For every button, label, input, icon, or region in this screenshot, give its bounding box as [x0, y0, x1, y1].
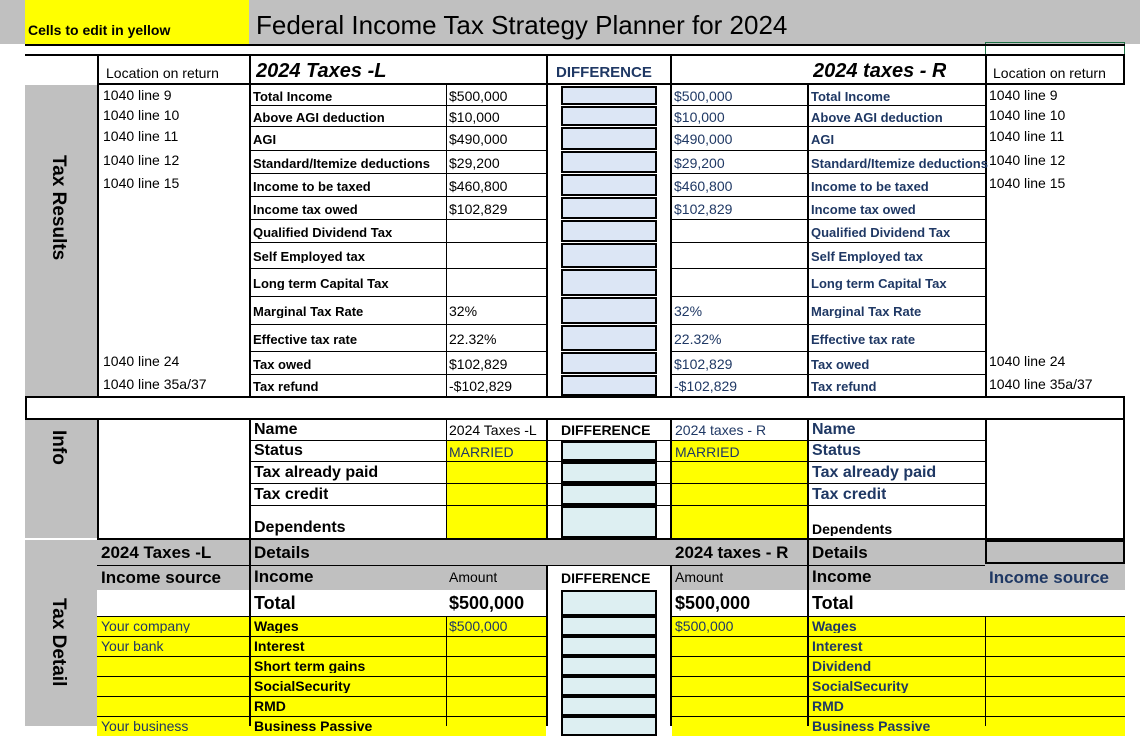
return-location-left: 1040 line 35a/37	[103, 377, 207, 391]
result-label-left: Effective tax rate	[253, 333, 358, 346]
divider	[546, 56, 548, 85]
result-value-left: $500,000	[449, 89, 508, 103]
location-header-right: Location on return	[993, 66, 1106, 80]
row-line	[97, 716, 546, 717]
right-tax-paid-label: Tax already paid	[812, 465, 937, 481]
difference-cell	[561, 243, 657, 268]
row-line	[672, 616, 1125, 617]
difference-cell	[561, 616, 657, 636]
tax-paid-label: Tax already paid	[254, 465, 379, 481]
row-line	[670, 296, 986, 297]
result-value-left: $460,800	[449, 179, 508, 193]
detail-left-title: 2024 Taxes -L	[101, 544, 212, 561]
result-label-left: Income tax owed	[253, 203, 358, 216]
total-value-left: $500,000	[449, 594, 525, 612]
section-label-info: Info	[48, 430, 69, 465]
result-label-left: Tax owed	[253, 358, 312, 371]
row-line	[670, 268, 986, 269]
row-line	[97, 616, 546, 617]
result-value-right: $29,200	[674, 156, 725, 170]
tax-credit-label: Tax credit	[254, 487, 329, 503]
divider	[670, 85, 672, 396]
location-header-left: Location on return	[106, 66, 219, 80]
return-location-left: 1040 line 10	[103, 108, 180, 122]
result-label-right: Tax refund	[811, 380, 877, 393]
return-location-right: 1040 line 9	[989, 88, 1058, 102]
income-row-left-input[interactable]	[97, 636, 546, 656]
result-value-left: $29,200	[449, 156, 500, 170]
left-dependents-input[interactable]	[447, 506, 546, 538]
difference-cell	[561, 462, 657, 483]
divider	[546, 420, 548, 540]
row-line	[249, 296, 547, 297]
result-value-left: $10,000	[449, 110, 500, 124]
difference-cell	[561, 151, 657, 173]
divider	[807, 420, 809, 540]
return-location-right: 1040 line 12	[989, 153, 1066, 167]
divider	[446, 85, 447, 396]
difference-cell	[561, 220, 657, 242]
right-tax-credit-label: Tax credit	[812, 487, 887, 503]
return-location-right: 1040 line 11	[989, 129, 1065, 143]
income-label-right: Wages	[812, 619, 857, 633]
income-amount-right[interactable]: $500,000	[675, 619, 734, 633]
divider	[249, 56, 251, 85]
amount-header-right: Amount	[675, 570, 724, 584]
result-value-left: -$102,829	[449, 379, 513, 393]
income-row-left-input[interactable]	[97, 696, 546, 716]
difference-cell	[561, 656, 657, 676]
result-label-left: Self Employed tax	[253, 250, 365, 263]
income-label-left: Wages	[254, 619, 299, 633]
result-label-left: Standard/Itemize deductions	[253, 157, 430, 170]
row-line	[670, 173, 986, 174]
difference-cell	[561, 269, 657, 296]
header-top-border	[25, 44, 1125, 46]
result-label-right: Qualified Dividend Tax	[811, 226, 951, 239]
result-value-left: $490,000	[449, 132, 508, 146]
name-label: Name	[254, 422, 298, 438]
result-value-right: $500,000	[674, 89, 733, 103]
difference-cell	[561, 297, 657, 324]
row-line	[670, 351, 986, 352]
row-line	[670, 105, 986, 106]
row-line	[672, 636, 1125, 637]
row-line	[249, 242, 547, 243]
divider	[546, 566, 548, 726]
result-label-right: Standard/Itemize deductions	[811, 157, 988, 170]
income-label-left: Business Passive	[254, 719, 373, 733]
row-line	[97, 636, 546, 637]
row-line	[249, 268, 547, 269]
difference-cell	[561, 590, 657, 616]
right-name-label: Name	[812, 422, 856, 438]
return-location-left: 1040 line 24	[103, 354, 180, 368]
result-value-right: 22.32%	[674, 332, 722, 346]
amount-header-left: Amount	[449, 570, 498, 584]
return-location-left: 1040 line 9	[103, 88, 172, 102]
difference-cell	[561, 174, 657, 196]
detail-difference-header: DIFFERENCE	[561, 571, 651, 585]
difference-cell	[561, 484, 657, 505]
difference-cell	[561, 106, 657, 126]
right-tax-credit-input[interactable]	[672, 484, 807, 505]
row-line	[670, 324, 986, 325]
divider	[807, 85, 809, 396]
result-label-right: AGI	[811, 133, 835, 146]
divider	[249, 420, 251, 540]
total-label-left: Total	[254, 594, 296, 612]
income-row-right-input[interactable]	[672, 696, 1125, 716]
left-name-value: 2024 Taxes -L	[449, 423, 537, 437]
result-label-left: AGI	[253, 133, 277, 146]
difference-cell	[561, 441, 657, 461]
row-line	[249, 351, 547, 352]
result-value-left: 32%	[449, 304, 478, 318]
row-line	[97, 676, 546, 677]
result-label-left: Above AGI deduction	[253, 111, 385, 124]
left-tax-credit-input[interactable]	[447, 484, 546, 505]
row-line	[97, 656, 546, 657]
row-line	[249, 219, 547, 220]
divider	[807, 616, 809, 726]
row-line	[97, 696, 546, 697]
return-location-right: 1040 line 24	[989, 354, 1066, 368]
income-label-right: Interest	[812, 639, 863, 653]
income-source-left[interactable]: Your company	[101, 619, 190, 633]
income-row-right-input[interactable]	[672, 656, 1125, 676]
row-line	[97, 565, 985, 566]
row-line	[670, 219, 986, 220]
difference-cell	[561, 127, 657, 150]
return-location-right: 1040 line 35a/37	[989, 377, 1093, 391]
result-value-right: $102,829	[674, 202, 733, 216]
result-label-right: Tax owed	[811, 358, 870, 371]
right-status-value[interactable]: MARRIED	[675, 445, 740, 459]
row-line	[97, 538, 1125, 540]
row-line	[249, 374, 547, 375]
row-line	[672, 656, 1125, 657]
income-label-right: SocialSecurity	[812, 679, 909, 693]
difference-cell	[561, 676, 657, 696]
total-value-right: $500,000	[675, 594, 751, 612]
income-amount-left[interactable]: $500,000	[449, 619, 508, 633]
difference-cell	[561, 86, 657, 105]
result-label-right: Effective tax rate	[811, 333, 916, 346]
right-status-label: Status	[812, 443, 861, 459]
spacer-row	[25, 396, 1125, 420]
left-scenario-title: 2024 Taxes -L	[256, 61, 387, 81]
result-label-right: Total Income	[811, 90, 891, 103]
difference-cell	[561, 352, 657, 374]
divider	[985, 420, 987, 540]
income-row-right-input[interactable]	[672, 636, 1125, 656]
difference-header: DIFFERENCE	[556, 65, 652, 80]
detail-header-empty-cell	[985, 540, 1125, 564]
return-location-right: 1040 line 15	[989, 176, 1066, 190]
row-line	[249, 126, 547, 127]
income-source-header-left: Income source	[101, 569, 221, 586]
right-name-value: 2024 taxes - R	[675, 423, 767, 437]
right-dependents-label: Dependents	[812, 522, 893, 536]
results-frame	[97, 85, 986, 396]
result-label-left: Marginal Tax Rate	[253, 305, 364, 318]
row-line	[670, 242, 986, 243]
return-location-left: 1040 line 15	[103, 176, 180, 190]
row-line	[670, 126, 986, 127]
detail-details-right: Details	[812, 544, 868, 561]
divider	[446, 616, 447, 726]
detail-details-left: Details	[254, 544, 310, 561]
row-line	[249, 196, 547, 197]
row-line	[672, 716, 1125, 717]
divider	[670, 56, 672, 85]
result-label-left: Total Income	[253, 90, 333, 103]
income-label-left: SocialSecurity	[254, 679, 351, 693]
section-label-tax-detail: Tax Detail	[48, 598, 69, 687]
difference-cell	[561, 375, 657, 396]
row-line	[249, 150, 547, 151]
income-header-right: Income	[812, 568, 872, 585]
section-label-tax-results: Tax Results	[48, 155, 69, 261]
result-value-left: $102,829	[449, 202, 508, 216]
right-dependents-input[interactable]	[672, 506, 807, 538]
result-value-right: 32%	[674, 304, 703, 318]
result-label-left: Long term Capital Tax	[253, 277, 389, 290]
income-label-left: Interest	[254, 639, 305, 653]
divider	[546, 85, 548, 396]
income-header-left: Income	[254, 568, 314, 585]
left-status-value[interactable]: MARRIED	[449, 445, 514, 459]
row-line	[672, 676, 1125, 677]
divider	[985, 56, 987, 85]
row-line	[249, 105, 547, 106]
income-source-left[interactable]: Your bank	[101, 639, 164, 653]
right-tax-paid-input[interactable]	[672, 462, 807, 483]
income-label-right: Dividend	[812, 659, 872, 673]
row-line	[249, 173, 547, 174]
return-location-left: 1040 line 11	[103, 129, 179, 143]
income-source-header-right: Income source	[989, 569, 1109, 586]
difference-cell	[561, 325, 657, 351]
result-label-left: Qualified Dividend Tax	[253, 226, 393, 239]
return-location-right: 1040 line 10	[989, 108, 1066, 122]
result-label-right: Income tax owed	[811, 203, 916, 216]
result-value-right: $460,800	[674, 179, 733, 193]
income-label-left: RMD	[254, 699, 286, 713]
income-source-left[interactable]: Your business	[101, 719, 189, 733]
return-location-left: 1040 line 12	[103, 153, 180, 167]
row-line	[670, 374, 986, 375]
right-scenario-title: 2024 taxes - R	[813, 61, 947, 81]
detail-header-cell	[447, 540, 546, 564]
difference-cell	[561, 636, 657, 656]
status-label: Status	[254, 443, 303, 459]
income-label-right: Business Passive	[812, 719, 931, 733]
result-value-right: -$102,829	[674, 379, 738, 393]
result-value-left: 22.32%	[449, 332, 497, 346]
edit-note: Cells to edit in yellow	[25, 0, 249, 44]
row-line	[670, 150, 986, 151]
row-line	[249, 324, 547, 325]
row-line	[672, 696, 1125, 697]
result-label-right: Self Employed tax	[811, 250, 923, 263]
page-title: Federal Income Tax Strategy Planner for 2024	[256, 10, 788, 40]
result-value-right: $10,000	[674, 110, 725, 124]
row-line	[670, 196, 986, 197]
difference-cell	[561, 716, 657, 736]
result-label-left: Income to be taxed	[253, 180, 371, 193]
result-label-right: Marginal Tax Rate	[811, 305, 922, 318]
result-value-right: $102,829	[674, 357, 733, 371]
divider	[985, 616, 986, 726]
divider	[985, 85, 987, 396]
difference-cell	[561, 696, 657, 716]
left-tax-paid-input[interactable]	[447, 462, 546, 483]
difference-cell	[561, 506, 657, 538]
income-label-left: Short term gains	[254, 659, 366, 673]
result-value-left: $102,829	[449, 357, 508, 371]
income-row-right-input[interactable]	[672, 616, 1125, 636]
result-label-right: Long term Capital Tax	[811, 277, 947, 290]
dependents-label: Dependents	[254, 520, 346, 536]
info-difference-header: DIFFERENCE	[561, 423, 651, 437]
divider	[249, 85, 251, 396]
result-value-right: $490,000	[674, 132, 733, 146]
detail-right-title: 2024 taxes - R	[675, 544, 789, 561]
divider	[249, 616, 251, 726]
result-label-left: Tax refund	[253, 380, 319, 393]
result-label-right: Above AGI deduction	[811, 111, 943, 124]
income-label-right: RMD	[812, 699, 844, 713]
total-label-right: Total	[812, 594, 854, 612]
result-label-right: Income to be taxed	[811, 180, 929, 193]
difference-cell	[561, 197, 657, 219]
